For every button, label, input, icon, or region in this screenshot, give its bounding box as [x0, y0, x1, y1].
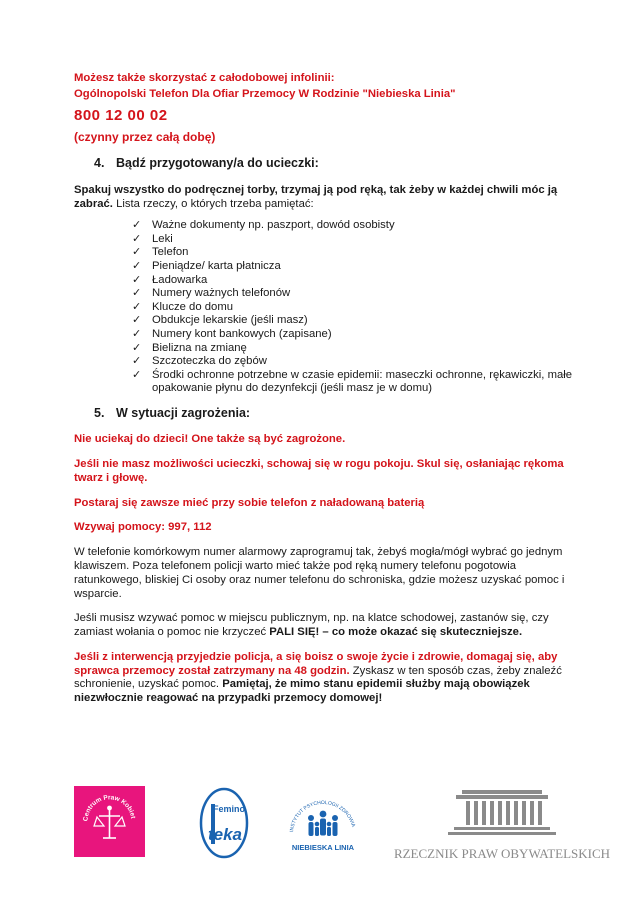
checklist-item — [132, 246, 574, 260]
section-5-title: W sytuacji zagrożenia: — [116, 406, 251, 421]
cpk-emblem-icon — [74, 786, 145, 857]
infoline-name: Ogólnopolski Telefon Dla Ofiar Przemocy W Rodzinie "Niebieska Linia" — [74, 87, 456, 100]
phone-advice: W telefonie komórkowym numer alarmowy zaprogramuj tak, żebyś mogła/mógł wybrać go jednym klawiszem. Poza telefonem policji warto mieć także pod ręką numery telefonu pogotowia ratunkowego, bliskiej Ci osoby oraz numer telefonu do schroniska, gdzie możesz uzyskać pomoc i wsparcie. — [74, 546, 565, 600]
niebieska-linia-emblem-icon — [283, 794, 363, 864]
section-4-title: Bądź przygotowany/a do ucieczki: — [116, 156, 319, 171]
checklist-item — [132, 219, 574, 233]
section-4-intro — [74, 184, 574, 212]
checklist-item-label: Środki ochronne potrzebne w czasie epidemii: maseczki ochronne, rękawiczki, małe opakowanie płynu do dezynfekcji (jeśli masz je w domu) — [152, 368, 573, 395]
infoline-hours: (czynny przez całą dobę) — [74, 129, 216, 144]
checklist-item — [132, 314, 574, 328]
police-advice-red: Jeśli z interwencją przyjedzie policja, a się boisz o swoje życie i zdrowie, domagaj się, aby sprawca przemocy został zatrzymany na 48 godzin. — [74, 650, 558, 677]
checkmark-icon: ✓ — [132, 355, 142, 368]
checklist-item — [132, 301, 574, 315]
checklist-item-label: Numery kont bankowych (zapisane) — [152, 328, 332, 341]
checklist-item-label: Ładowarka — [152, 273, 208, 286]
public-help-bold: PALI SIĘ! – co może okazać się skuteczniejsze. — [269, 626, 523, 639]
checklist-item — [132, 260, 574, 274]
checklist-item-label: Szczoteczka do zębów — [152, 355, 267, 368]
checklist-item-label: Numery ważnych telefonów — [152, 287, 291, 300]
checklist-item — [132, 233, 574, 247]
checklist — [132, 219, 574, 396]
section-4-heading — [74, 156, 574, 171]
checklist-item — [132, 355, 574, 369]
centrum-praw-kobiet-logo — [74, 786, 145, 857]
checkmark-icon: ✓ — [132, 341, 142, 354]
checkmark-icon: ✓ — [132, 287, 142, 300]
rpo-text: RZECZNIK PRAW OBYWATELSKICH — [393, 846, 611, 861]
checklist-item — [132, 369, 574, 396]
checklist-item-label: Klucze do domu — [152, 300, 234, 313]
rpo-building-icon — [392, 782, 612, 864]
section-5-heading — [74, 406, 574, 421]
checkmark-icon: ✓ — [132, 232, 142, 245]
feminoteka-text-top: Femino — [212, 804, 246, 814]
checklist-item — [132, 287, 574, 301]
checklist-item-label: Leki — [152, 232, 173, 245]
checklist-item-label: Bielizna na zmianę — [152, 341, 247, 354]
public-help-advice — [74, 612, 574, 640]
checklist-item — [132, 328, 574, 342]
feminoteka-text-bottom: teka — [207, 825, 243, 844]
police-advice — [74, 651, 574, 706]
logos-footer — [0, 782, 637, 872]
rzecznik-praw-obywatelskich-logo — [392, 782, 612, 864]
warning-children: Nie uciekaj do dzieci! One także są być zagrożone. — [74, 433, 346, 446]
checkmark-icon: ✓ — [132, 300, 142, 313]
infoline-intro: Możesz także skorzystać z całodobowej infolinii: — [74, 72, 335, 84]
nl-arc-text: INSTYTUT PSYCHOLOGII ZDROWIA — [289, 799, 357, 833]
cpk-text: Centrum Praw Kobiet — [82, 794, 137, 822]
checklist-item-label: Pieniądze/ karta płatnicza — [152, 260, 281, 273]
feminoteka-emblem-icon — [198, 786, 250, 860]
section-4-number: 4. — [94, 156, 105, 171]
document-body — [74, 72, 574, 706]
checkmark-icon: ✓ — [132, 219, 142, 232]
checklist-item — [132, 342, 574, 356]
police-advice-bold: Pamiętaj, że mimo stanu epidemii służby mają obowiązek niezwłocznie reagować na przypadki przemocy domowej! — [74, 678, 530, 705]
nl-name-text: NIEBIESKA LINIA — [291, 843, 355, 852]
checklist-item — [132, 274, 574, 288]
checklist-item-label: Telefon — [152, 246, 189, 259]
section-5-number: 5. — [94, 406, 105, 421]
checkmark-icon: ✓ — [132, 328, 142, 341]
warning-hide: Jeśli nie masz możliwości ucieczki, schowaj się w rogu pokoju. Skul się, osłaniając rękoma twarz i głowę. — [74, 458, 564, 484]
checkmark-icon: ✓ — [132, 273, 142, 286]
niebieska-linia-logo — [283, 794, 363, 864]
checkmark-icon: ✓ — [132, 314, 142, 327]
section-4-intro-rest: Lista rzeczy, o których trzeba pamiętać: — [112, 197, 314, 210]
checkmark-icon: ✓ — [132, 260, 142, 273]
police-advice-plain: Zyskasz w ten sposób czas, żeby znaleźć schronienie, uzyskać pomoc. — [74, 664, 562, 691]
infoline-phone: 800 12 00 02 — [74, 106, 168, 124]
checklist-item-label: Ważne dokumenty np. paszport, dowód osobisty — [152, 219, 395, 232]
public-help-text: Jeśli musisz wzywać pomoc w miejscu publicznym, np. na klatce schodowej, zastanów się, czy zamiast wołania o pomoc nie krzyczeć — [74, 612, 549, 639]
warning-phone: Postaraj się zawsze mieć przy sobie telefon z naładowaną baterią — [74, 496, 425, 509]
checkmark-icon: ✓ — [132, 246, 142, 259]
emergency-numbers: Wzywaj pomocy: 997, 112 — [74, 521, 212, 534]
checklist-item-label: Obdukcje lekarskie (jeśli masz) — [152, 314, 308, 327]
checkmark-icon: ✓ — [132, 368, 142, 381]
feminoteka-logo — [198, 786, 250, 860]
section-4-intro-bold: Spakuj wszystko do podręcznej torby, trzymaj ją pod ręką, tak żeby w każdej chwili móc ją zabrać. — [74, 183, 558, 210]
